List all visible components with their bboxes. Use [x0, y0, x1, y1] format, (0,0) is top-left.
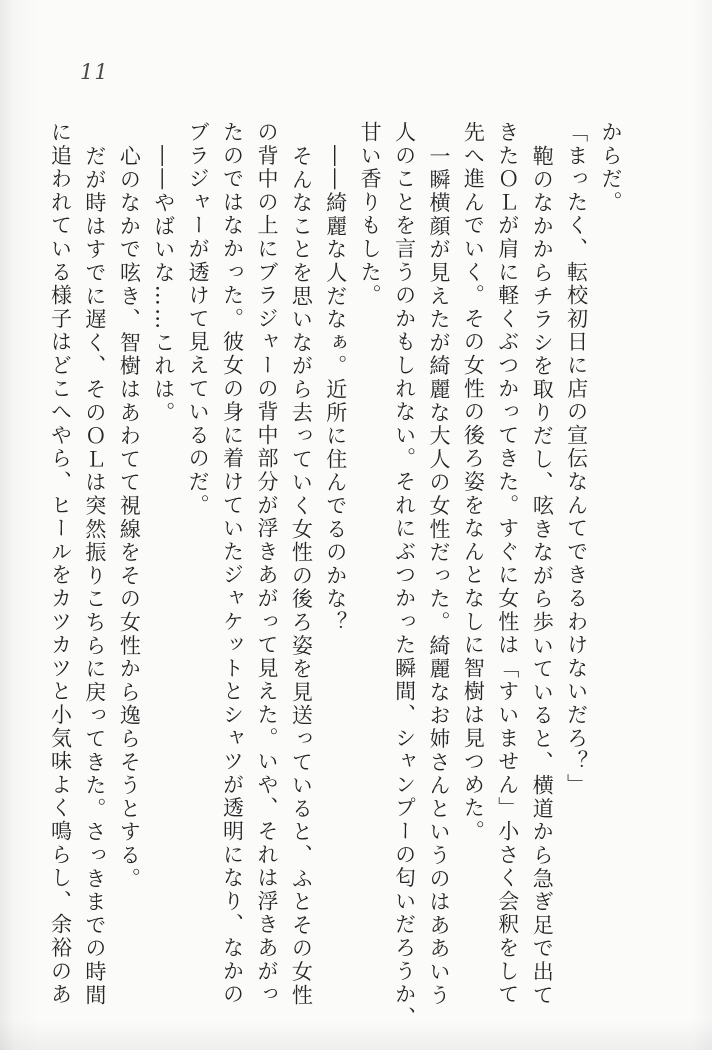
page-number: 11: [80, 60, 109, 84]
text-line: そんなことを思いながら去っていく女性の後ろ姿を見送っていると、ふとその女性: [289, 144, 314, 1007]
text-line: 心のなかで呟き、智樹はあわてて視線をその女性から逸らそうとする。: [117, 144, 142, 891]
text-line: きたＯＬが肩に軽くぶつかってきた。すぐに女性は「すいません」小さく会釈をして: [495, 121, 520, 1007]
text-columns: [42, 121, 628, 1030]
text-line: に追われている様子はどこへやら、ヒールをカツカツと小気味よく鳴らし、余裕のあ: [48, 121, 73, 1007]
text-line: 先へ進んでいく。その女性の後ろ姿をなんとなしに智樹は見つめた。: [461, 121, 486, 844]
text-line: ――綺麗な人だなぁ。近所に住んでるのかな？: [323, 144, 348, 634]
text-line: の背中の上にブラジャーの背中部分が浮きあがって見えた。いや、それは浮きあがっ: [254, 121, 279, 1007]
text-line: ――やばいな……これは。: [151, 144, 176, 425]
text-line: だが時はすでに遅く、そのＯＬは突然振りこちらに戻ってきた。さっきまでの時間: [82, 144, 107, 1007]
text-line: 「まったく、転校初日に店の宣伝なんてできるわけないだろ？」: [564, 121, 589, 797]
text-line: たのではなかった。彼女の身に着けていたジャケットとシャツが透明になり、なかの: [220, 121, 245, 1007]
text-line: 一瞬横顔が見えたが綺麗な大人の女性だった。綺麗なお姉さんというのはああいう: [426, 144, 451, 1007]
text-line: 人のことを言うのかもしれない。それにぶつかった瞬間、シャンプーの匂いだろうか、: [392, 121, 417, 1030]
text-line: からだ。: [599, 121, 623, 215]
text-line: 甘い香りもした。: [358, 121, 383, 308]
text-line: 鞄のなかからチラシを取りだし、呟きながら歩いていると、横道から急ぎ足で出て: [530, 144, 555, 1007]
text-line: ブラジャーが透けて見えているのだ。: [186, 121, 211, 518]
